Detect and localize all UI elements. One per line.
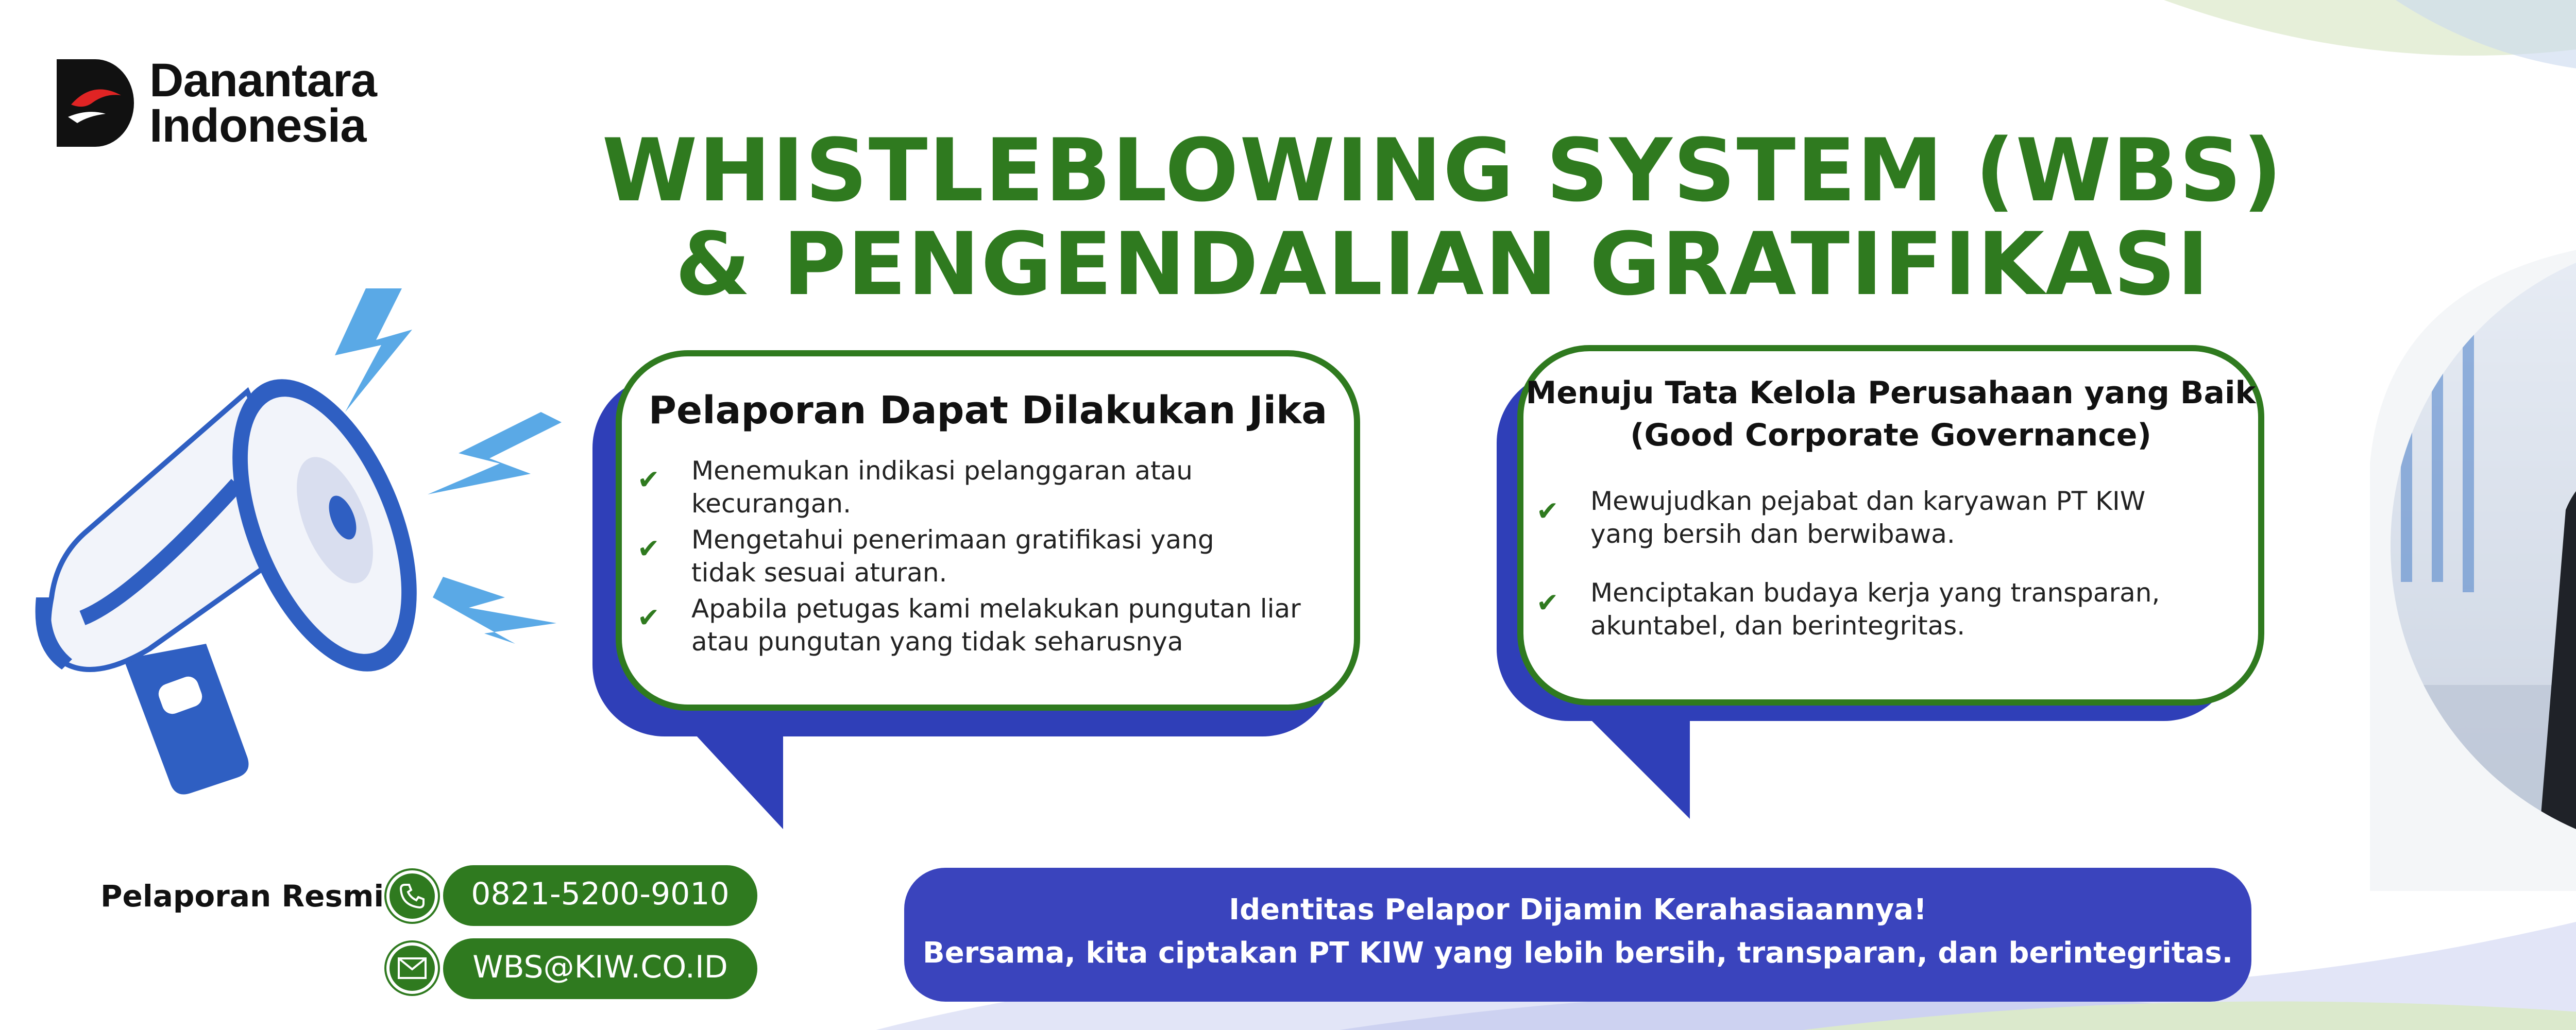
envelope-glyph-icon [397, 957, 427, 980]
right-bubble [1517, 345, 2264, 706]
right-bubble-heading-line1: Menuju Tata Kelola Perusahaan yang Baik [1526, 375, 2256, 411]
title-line2: & PENGENDALIAN GRATIFIKASI [675, 214, 2210, 315]
list-item-line2: tidak sesuai aturan. [691, 558, 947, 588]
footer-banner [904, 868, 2251, 1002]
check-icon: ✔ [637, 465, 660, 495]
list-item [637, 523, 1354, 589]
list-item-line1: Mengetahui penerimaan gratifikasi yang [691, 525, 1214, 555]
list-item [1536, 576, 2258, 642]
list-item-line1: Menciptakan budaya kerja yang transparan, [1590, 578, 2160, 608]
mail-icon[interactable] [386, 942, 438, 994]
phone-glyph-icon [398, 882, 427, 911]
phone-icon[interactable] [386, 870, 438, 922]
lightning-icon [428, 412, 562, 494]
lightning-icon [335, 288, 412, 412]
list-item [1536, 485, 2258, 551]
danantara-line1: Danantara [149, 54, 377, 107]
right-bubble-heading-line2: (Good Corporate Governance) [1630, 417, 2151, 453]
lightning-icon [433, 577, 556, 644]
staff-photo [2370, 221, 2576, 891]
email-pill[interactable]: WBS@KIW.CO.ID [443, 938, 757, 999]
page-title [464, 120, 2421, 315]
footer-line2: Bersama, kita ciptakan PT KIW yang lebih bersih, transparan, dan berintegritas. [923, 936, 2233, 970]
list-item-line1: Apabila petugas kami melakukan pungutan liar [691, 594, 1301, 624]
check-icon: ✔ [637, 603, 660, 633]
left-bubble-list [637, 454, 1354, 658]
left-bubble [616, 350, 1360, 711]
contact-label: Pelaporan Resmi [100, 879, 384, 914]
danantara-line2: Indonesia [149, 99, 366, 152]
left-bubble-heading: Pelaporan Dapat Dilakukan Jika [648, 388, 1328, 433]
list-item-line2: kecurangan. [691, 489, 851, 519]
footer-line1: Identitas Pelapor Dijamin Kerahasiaannya! [1229, 893, 1927, 926]
title-line1: WHISTLEBLOWING SYSTEM (WBS) [602, 120, 2283, 221]
check-icon: ✔ [1536, 496, 1559, 527]
check-icon: ✔ [1536, 588, 1559, 619]
danantara-mark-icon [57, 59, 134, 147]
danantara-logo [57, 52, 428, 154]
list-item [637, 454, 1354, 520]
check-icon: ✔ [637, 534, 660, 564]
list-item [637, 592, 1354, 658]
phone-number-pill[interactable]: 0821-5200-9010 [443, 865, 757, 926]
danantara-wordmark [149, 54, 377, 152]
right-bubble-list [1536, 485, 2258, 642]
list-item-line1: Mewujudkan pejabat dan karyawan PT KIW [1590, 486, 2146, 516]
megaphone-icon [21, 288, 582, 834]
right-bubble-heading [1523, 372, 2258, 456]
list-item-line2: atau pungutan yang tidak seharusnya [691, 627, 1183, 657]
list-item-line1: Menemukan indikasi pelanggaran atau [691, 456, 1193, 486]
list-item-line2: yang bersih dan berwibawa. [1590, 519, 1955, 549]
list-item-line2: akuntabel, dan berintegritas. [1590, 611, 1965, 641]
